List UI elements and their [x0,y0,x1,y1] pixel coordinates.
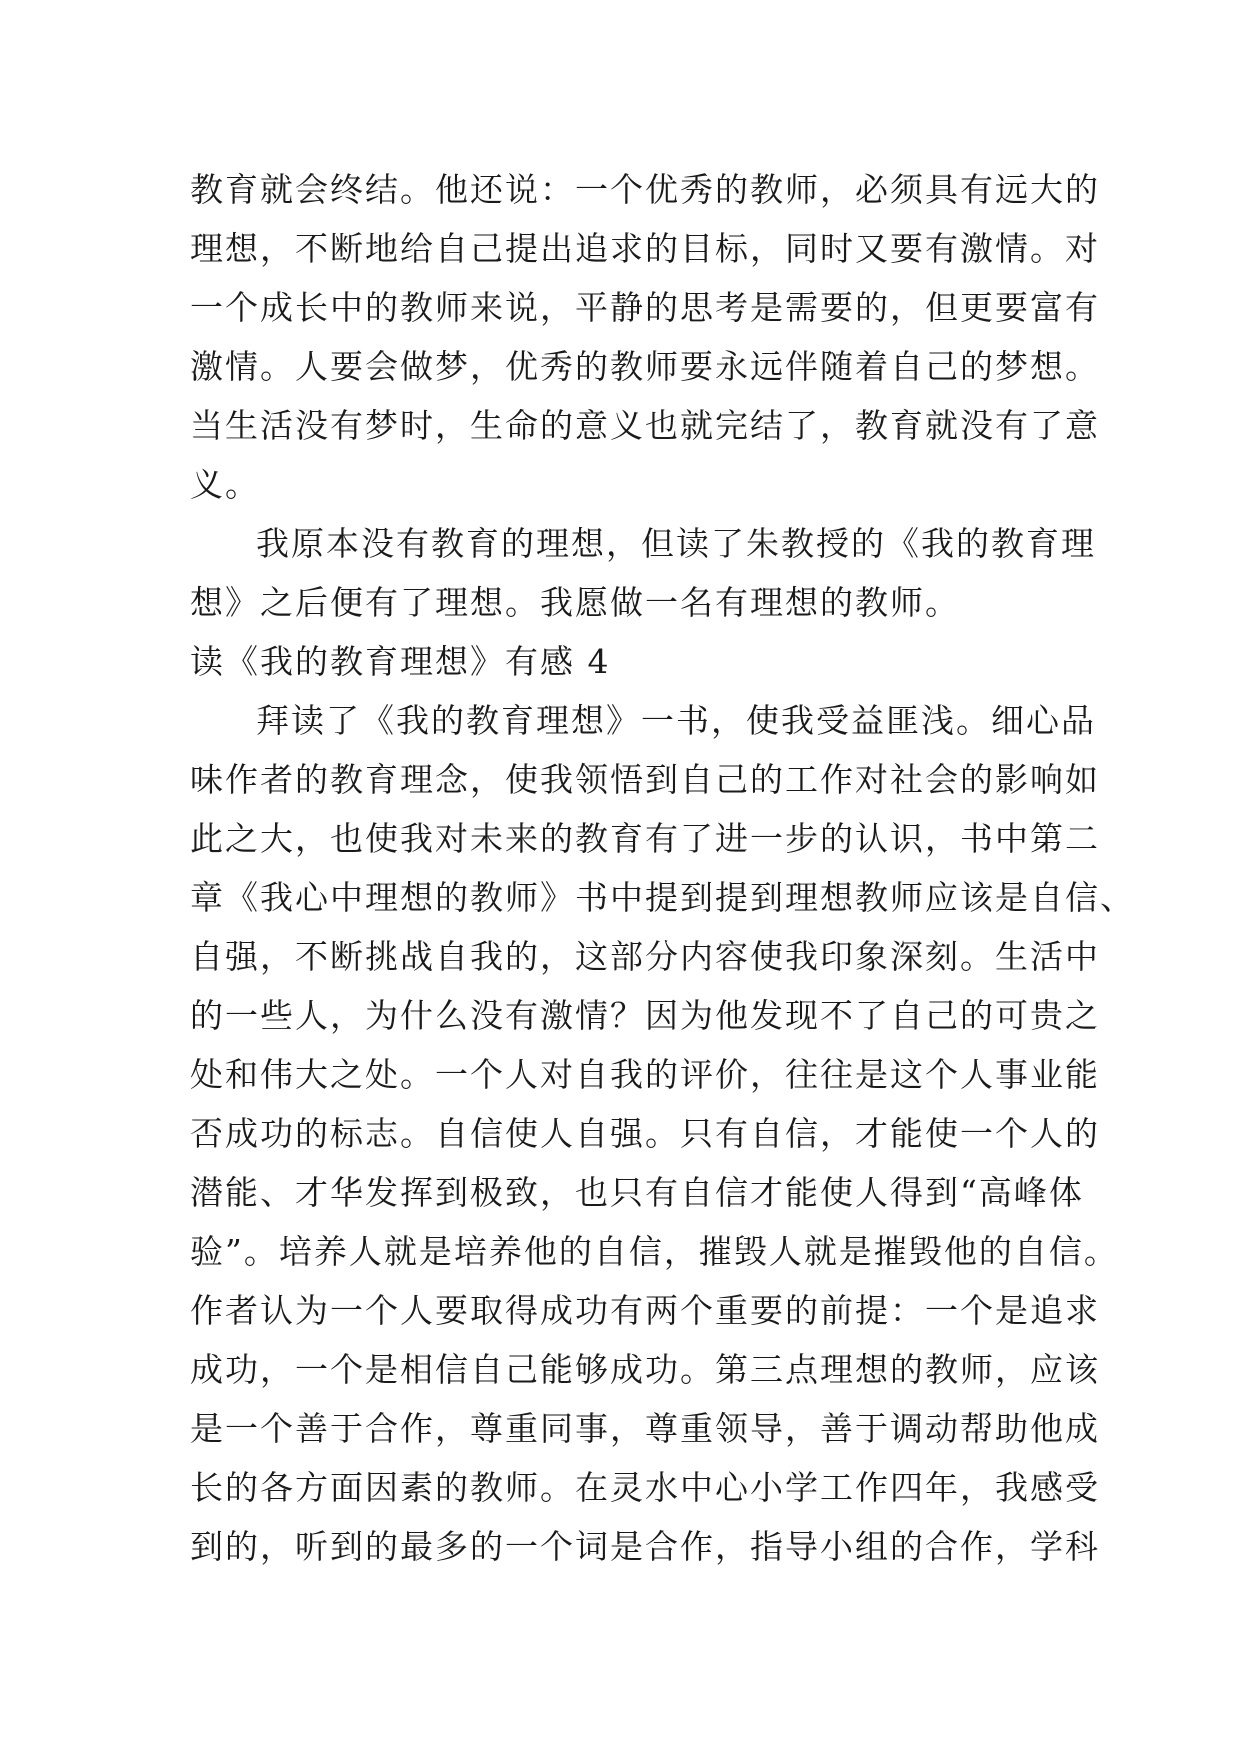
text-line: 潜能、才华发挥到极致，也只有自信才能使人得到“高峰体 [190,1173,1084,1212]
text-line: 的一些人，为什么没有激情？因为他发现不了自己的可贵之 [190,996,1100,1035]
text-line: 否成功的标志。自信使人自强。只有自信，才能使一个人的 [190,1114,1100,1153]
text-line: 义。 [190,465,260,504]
text-line: 味作者的教育理念，使我领悟到自己的工作对社会的影响如 [190,760,1100,799]
text-line: 作者认为一个人要取得成功有两个重要的前提：一个是追求 [190,1291,1100,1330]
text-line: 我原本没有教育的理想，但读了朱教授的《我的教育理 [256,524,1096,563]
text-line: 激情。人要会做梦，优秀的教师要永远伴随着自己的梦想。 [190,347,1100,386]
text-line: 教育就会终结。他还说：一个优秀的教师，必须具有远大的 [190,170,1100,209]
paragraph-continued [190,160,1100,514]
paragraph [190,691,1135,1576]
text-line: 拜读了《我的教育理想》一书，使我受益匪浅。细心品 [256,701,1096,740]
text-line: 自强，不断挑战自我的，这部分内容使我印象深刻。生活中 [190,937,1100,976]
paragraph [190,514,1096,632]
text-line: 此之大，也使我对未来的教育有了进一步的认识，书中第二 [190,819,1100,858]
section-heading: 读《我的教育理想》有感 4 [190,642,611,681]
text-line: 当生活没有梦时，生命的意义也就完结了，教育就没有了意 [190,406,1100,445]
text-line: 长的各方面因素的教师。在灵水中心小学工作四年，我感受 [190,1468,1100,1507]
text-line: 是一个善于合作，尊重同事，尊重领导，善于调动帮助他成 [190,1409,1100,1448]
text-line: 想》之后便有了理想。我愿做一名有理想的教师。 [190,583,960,622]
text-line: 处和伟大之处。一个人对自我的评价，往往是这个人事业能 [190,1055,1100,1094]
body-text [190,160,1135,1576]
text-line: 章《我心中理想的教师》书中提到提到理想教师应该是自信、 [190,878,1135,917]
text-line: 验”。培养人就是培养他的自信，摧毁人就是摧毁他的自信。 [190,1232,1119,1271]
text-line: 理想，不断地给自己提出追求的目标，同时又要有激情。对 [190,229,1100,268]
text-line: 到的，听到的最多的一个词是合作，指导小组的合作，学科 [190,1527,1100,1566]
text-line: 一个成长中的教师来说，平静的思考是需要的，但更要富有 [190,288,1100,327]
text-line: 成功，一个是相信自己能够成功。第三点理想的教师，应该 [190,1350,1100,1389]
